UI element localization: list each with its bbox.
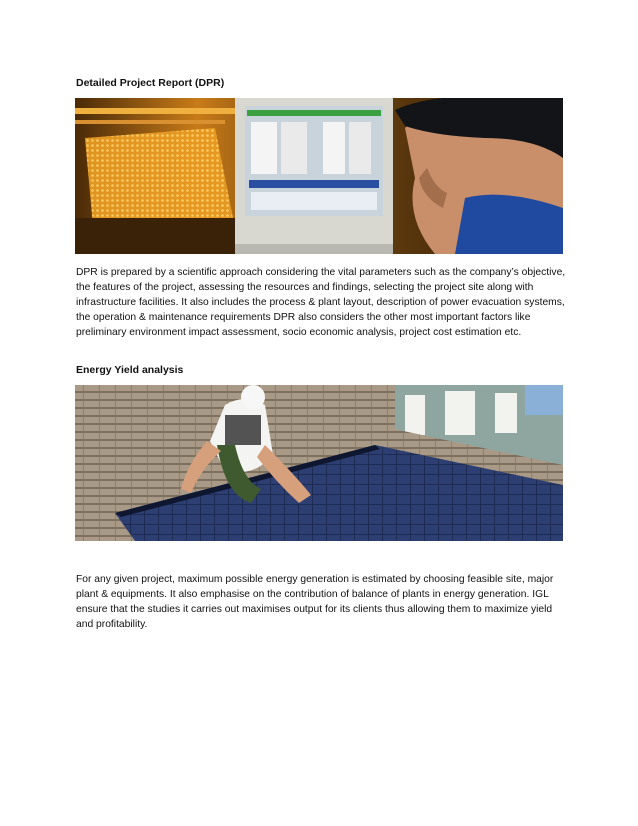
energy-yield-paragraph: For any given project, maximum possible energy generation is estimated by choosing feasible site, major plant & equipments. It also emphasise on the contribution of balance of plants in energy generation. IGL ensure that the studies it carries out maximises output for its clients thus allowing them to maximize yield and profitability. — [76, 574, 554, 630]
control-room-monitor-photo — [75, 98, 563, 254]
dpr-heading: Detailed Project Report (DPR) — [76, 77, 225, 89]
rooftop-solar-installation-photo — [75, 385, 563, 541]
energy-yield-heading: Energy Yield analysis — [76, 364, 184, 376]
dpr-paragraph: DPR is prepared by a scientific approach considering the vital parameters such as the company’s objective, the features of the project, assessing the resources and findings, selecting the project site along with infrastructure facilities. It also includes the process & plant layout, description of power evacuation systems, the operation & maintenance requirements DPR also considers the other most important factors like preliminary environment impact assessment, socio economic analysis, project cost estimation etc. — [76, 267, 566, 338]
